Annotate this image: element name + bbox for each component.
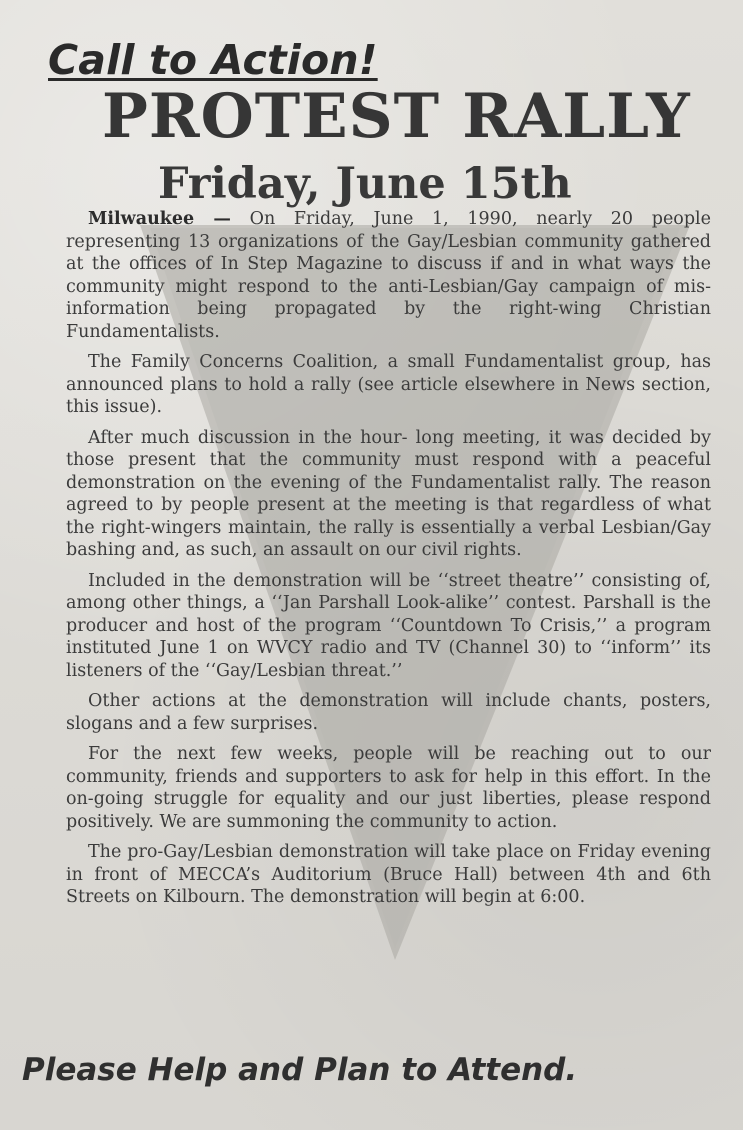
- closing-call: Please Help and Plan to Attend.: [22, 1052, 578, 1088]
- paragraph-2: The Family Concerns Coalition, a small Fundamentalist group, has announced plans to hold a rally (see article elsewhere in News section, this issue).: [66, 352, 711, 417]
- paragraph-5: Other actions at the demonstration will include chants, posters, slogans and a few surprises.: [66, 691, 711, 734]
- kicker-heading: Call to Action!: [48, 36, 378, 84]
- paragraph-1-text: On Friday, June 1, 1990, nearly 20 people representing 13 organizations of the Gay/Lesbian community gathered at the offices of In Step Magazine to discuss if and in what ways the community might respond to the anti-Lesbian/Gay campaign of mis-information being propagated by the right-wing Christian Fundamentalists.: [66, 209, 711, 342]
- article-body: [66, 208, 711, 917]
- paragraph-1: [66, 208, 711, 343]
- paragraph-7: The pro-Gay/Lesbian demonstration will take place on Friday evening in front of MECCA’s Auditorium (Bruce Hall) between 4th and 6th Streets on Kilbourn. The demonstration will begin at 6:00.: [66, 842, 711, 907]
- headline: PROTEST RALLY: [102, 81, 691, 152]
- event-date: Friday, June 15th: [158, 159, 572, 209]
- paragraph-4: Included in the demonstration will be ‘‘street theatre’’ consisting of, among other things, a ‘‘Jan Parshall Look-alike’’ contest. Parshall is the producer and host of the program ‘‘Countdown To Crisis,’’ a program instituted June 1 on WVCY radio and TV (Channel 30) to ‘‘inform’’ its listeners of the ‘‘Gay/Lesbian threat.’’: [66, 570, 711, 681]
- dateline: Milwaukee —: [88, 209, 231, 229]
- paragraph-3: After much discussion in the hour- long meeting, it was decided by those present that the community must respond with a peaceful demonstration on the evening of the Fundamentalist rally. The reason agreed to by people present at the meeting is that regardless of what the right-wingers maintain, the rally is essentially a verbal Lesbian/Gay bashing and, as such, an assault on our civil rights.: [66, 427, 711, 560]
- paragraph-6: For the next few weeks, people will be reaching out to our community, friends and supporters to ask for help in this effort. In the on-going struggle for equality and our just liberties, please respond positively. We are summoning the community to action.: [66, 744, 711, 832]
